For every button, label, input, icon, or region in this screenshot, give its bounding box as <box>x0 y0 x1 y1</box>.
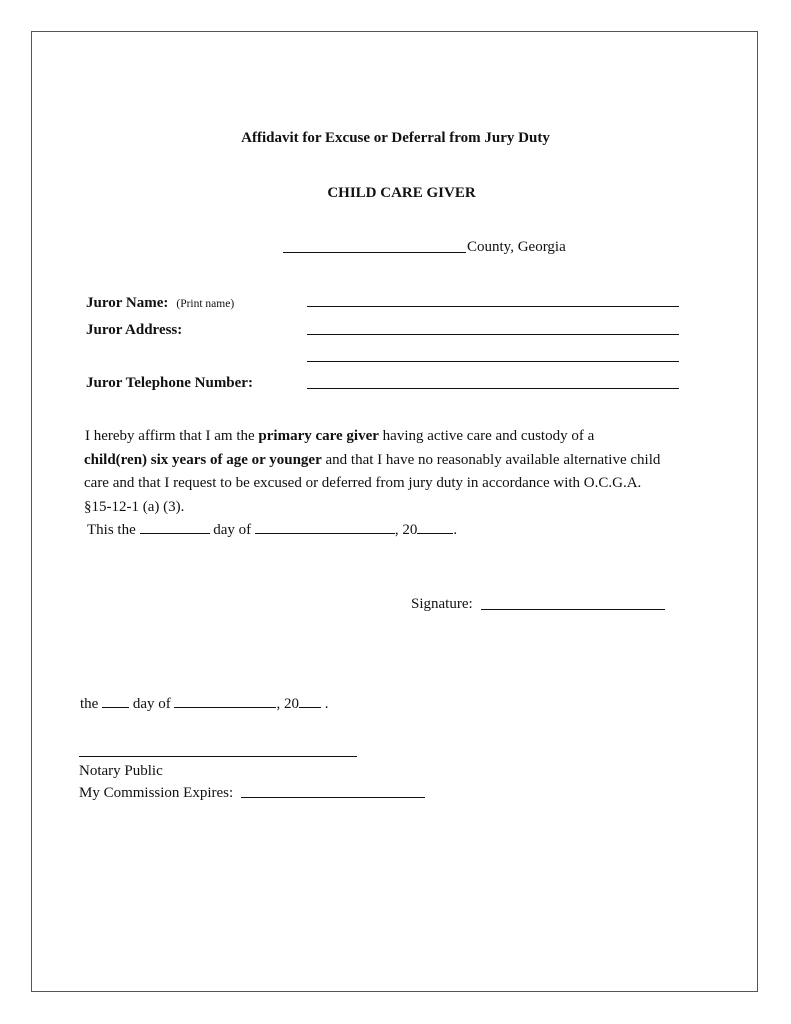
notary-public-label: Notary Public <box>79 763 163 779</box>
juror-address-field-line2[interactable] <box>307 361 679 362</box>
date-year-label: , 20 <box>394 522 418 538</box>
juror-name-field[interactable] <box>307 306 679 307</box>
notary-signature-field[interactable] <box>79 756 357 757</box>
date-year-field[interactable] <box>417 519 453 534</box>
notary-date-line <box>80 693 328 713</box>
county-label: County, Georgia <box>467 239 566 255</box>
county-blank[interactable] <box>283 252 466 253</box>
affirmation-paragraph <box>84 425 704 543</box>
signature-label: Signature: <box>411 596 473 612</box>
commission-expires-field[interactable] <box>241 797 425 798</box>
affirmation-date-line <box>84 519 704 543</box>
affirmation-text: having active care and custody of a <box>378 428 595 444</box>
date-period: . <box>453 522 458 538</box>
juror-address-label: Juror Address: <box>86 322 183 338</box>
affirmation-line-1 <box>84 425 704 449</box>
affirmation-line-2 <box>84 449 704 473</box>
notary-period: . <box>324 696 329 712</box>
juror-address-field-line1[interactable] <box>307 334 679 335</box>
juror-phone-field[interactable] <box>307 388 679 389</box>
notary-day-field[interactable] <box>102 693 129 708</box>
date-this-label: This the <box>87 522 136 538</box>
date-day-field[interactable] <box>140 519 210 534</box>
document-title: Affidavit for Excuse or Deferral from Jury Duty <box>241 130 550 146</box>
notary-the-label: the <box>80 696 99 712</box>
date-month-field[interactable] <box>255 519 395 534</box>
notary-day-of-label: day of <box>132 696 171 712</box>
affirmation-line-4: §15-12-1 (a) (3). <box>84 498 185 515</box>
juror-phone-label: Juror Telephone Number: <box>86 375 253 391</box>
document-subtitle: CHILD CARE GIVER <box>327 185 476 201</box>
signature-field[interactable] <box>481 609 665 610</box>
juror-name-hint: (Print name) <box>176 298 235 310</box>
affirmation-text: and that I have no reasonably available alternative child <box>321 451 661 468</box>
notary-month-field[interactable] <box>174 693 276 708</box>
commission-expires-label: My Commission Expires: <box>79 785 234 801</box>
date-day-of-label: day of <box>213 522 252 538</box>
juror-name-label: Juror Name: <box>86 295 169 311</box>
affirmation-text: I hereby affirm that I am the <box>85 428 259 444</box>
juror-name-label-group <box>86 294 234 312</box>
affirmation-bold-text: child(ren) six years of age or younger <box>84 451 322 468</box>
affirmation-bold-text: primary care giver <box>258 428 379 444</box>
affirmation-line-3: care and that I request to be excused or deferred from jury duty in accordance with O.C.G.A. <box>84 475 642 491</box>
notary-year-label: , 20 <box>276 696 299 712</box>
notary-year-field[interactable] <box>299 693 321 708</box>
